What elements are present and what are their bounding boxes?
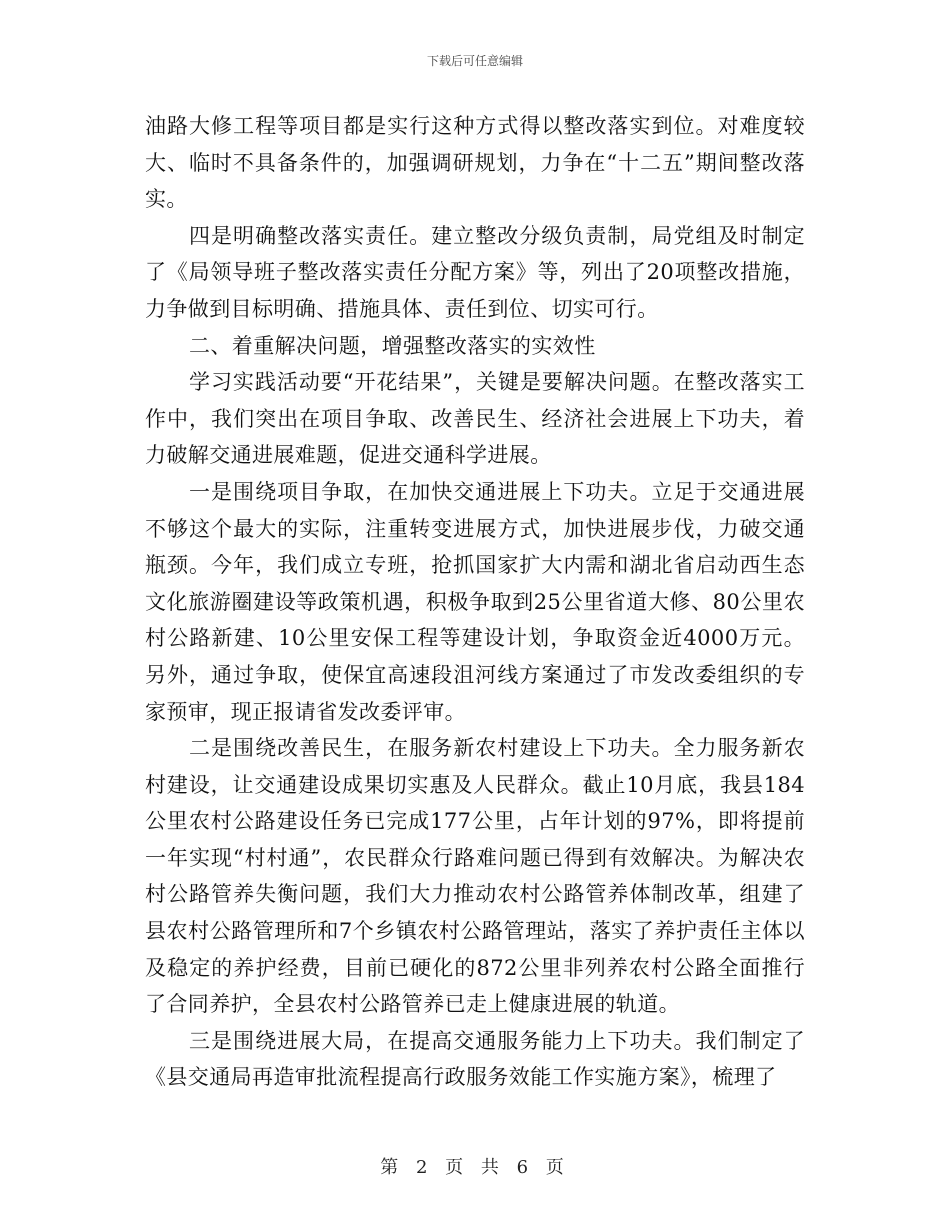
header-note: 下载后可任意编辑	[426, 54, 523, 68]
paragraph-responsibility: 四是明确整改落实责任。建立整改分级负责制，局党组及时制定了《局领导班子整改落实责任分配方案》等，列出了20项整改措施，力争做到目标明确、措施具体、责任到位、切实可行。	[145, 223, 805, 321]
paragraph-service: 三是围绕进展大局，在提高交通服务能力上下功夫。我们制定了《县交通局再造审批流程提高行政服务效能工作实施方案》，梳理了	[145, 1028, 805, 1090]
document-body	[145, 108, 805, 1096]
section-heading: 二、着重解决问题，增强整改落实的实效性	[189, 333, 596, 358]
paragraph-intro: 学习实践活动要“开花结果”，关键是要解决问题。在整改落实工作中，我们突出在项目争取、改善民生、经济社会进展上下功夫，着力破解交通进展难题，促进交通科学进展。	[145, 370, 805, 468]
page-number: 第 2 页 共 6 页	[380, 1157, 570, 1178]
paragraph-project: 一是围绕项目争取，在加快交通进展上下功夫。立足于交通进展不够这个最大的实际，注重转变进展方式，加快进展步伐，力破交通瓶颈。今年，我们成立专班，抢抓国家扩大内需和湖北省启动西生态文化旅游圈建设等政策机遇，积极争取到25公里省道大修、80公里农村公路新建、10公里安保工程等建设计划，争取资金近4000万元。另外，通过争取，使保宜高速段沮河线方案通过了市发改委组织的专家预审，现正报请省发改委评审。	[145, 479, 805, 724]
paragraph-livelihood: 二是围绕改善民生，在服务新农村建设上下功夫。全力服务新农村建设，让交通建设成果切实惠及人民群众。截止10月底，我县184公里农村公路建设任务已完成177公里，占年计划的97%，即将提前一年实现“村村通”，农民群众行路难问题已得到有效解决。为解决农村公路管养失衡问题，我们大力推动农村公路管养体制改革，组建了县农村公路管理所和7个乡镇农村公路管理站，落实了养护责任主体以及稳定的养护经费，目前已硬化的872公里非列养农村公路全面推行了合同养护，全县农村公路管养已走上健康进展的轨道。	[145, 736, 805, 1017]
paragraph-continuation: 油路大修工程等项目都是实行这种方式得以整改落实到位。对难度较大、临时不具备条件的，加强调研规划，力争在“十二五”期间整改落实。	[145, 114, 805, 212]
